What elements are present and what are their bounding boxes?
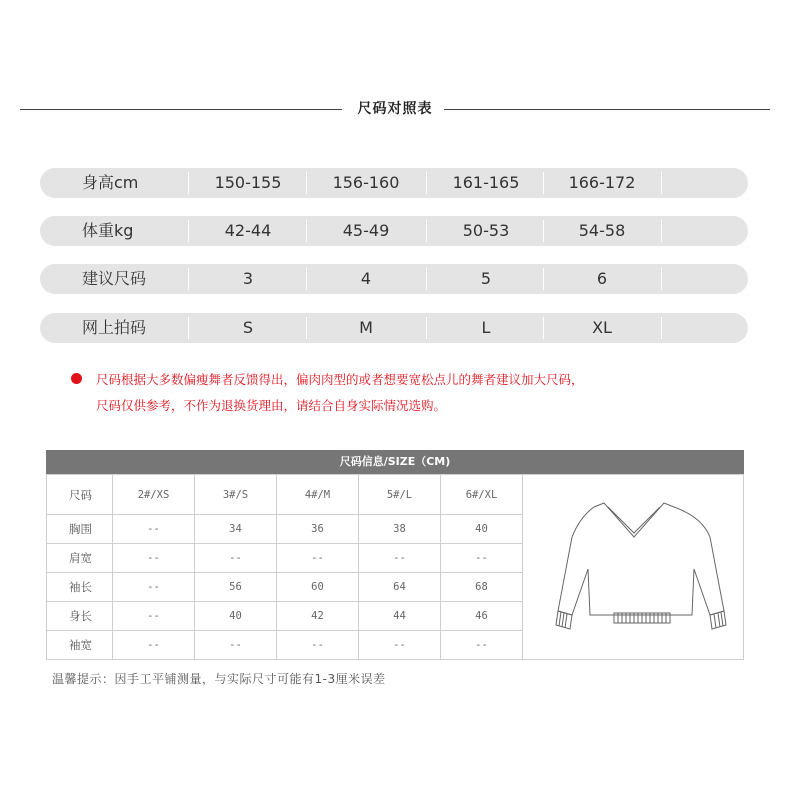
table-cell: 38 (359, 515, 441, 544)
table-cell: -- (359, 544, 441, 573)
cell-value: 45-49 (342, 221, 390, 240)
row-label: 网上拍码 (82, 318, 147, 337)
table-cell: -- (113, 515, 195, 544)
cell-value: 6 (596, 269, 608, 288)
recommended-size-row (40, 264, 748, 294)
table-cell: -- (195, 544, 277, 573)
note-line-2: 尺码仅供参考，不作为退换货理由，请结合自身实际情况选购。 (96, 398, 447, 413)
cell-value: M (359, 318, 373, 337)
cell-value: 50-53 (462, 221, 510, 240)
table-cell: -- (195, 631, 277, 660)
garment-illustration-cell (523, 475, 744, 660)
row-label: 体重kg (82, 221, 134, 240)
sweater-outline-icon (524, 477, 742, 655)
cell-value: 42-44 (224, 221, 272, 240)
column-header: 6#/XL (441, 475, 523, 515)
cell-value: 3 (242, 269, 254, 288)
table-cell: -- (359, 631, 441, 660)
cell-value: L (481, 318, 491, 337)
table-cell: 40 (441, 515, 523, 544)
column-header: 5#/L (359, 475, 441, 515)
table-cell: 34 (195, 515, 277, 544)
table-cell: 56 (195, 573, 277, 602)
row-label: 身高cm (82, 173, 139, 192)
cell-value: 161-165 (452, 173, 520, 192)
cell-value: 54-58 (578, 221, 626, 240)
size-info-table (46, 474, 744, 660)
table-cell: 68 (441, 573, 523, 602)
cell-value: 5 (480, 269, 492, 288)
table-cell: 40 (195, 602, 277, 631)
size-chart-title: 尺码对照表 (357, 101, 433, 117)
cell-value: S (242, 318, 254, 337)
row-header: 肩宽 (47, 544, 113, 573)
size-info-header: 尺码信息/SIZE（CM) (46, 450, 744, 474)
table-cell: 42 (277, 602, 359, 631)
size-chart-title-bar (20, 96, 770, 120)
cell-value: 166-172 (568, 173, 636, 192)
row-header: 身长 (47, 602, 113, 631)
note-line-1: 尺码根据大多数偏瘦舞者反馈得出，偏肉肉型的或者想要宽松点儿的舞者建议加大尺码， (96, 372, 584, 387)
weight-row (40, 216, 748, 246)
column-header: 4#/M (277, 475, 359, 515)
row-label: 建议尺码 (82, 269, 147, 288)
cell-value: 150-155 (214, 173, 282, 192)
table-cell: -- (113, 573, 195, 602)
online-size-row (40, 313, 748, 343)
column-header: 3#/S (195, 475, 277, 515)
title-divider-left (20, 109, 342, 110)
table-cell: -- (441, 631, 523, 660)
table-cell: -- (113, 631, 195, 660)
cell-value: XL (592, 318, 612, 337)
measurement-tip: 温馨提示：因手工平铺测量，与实际尺寸可能有1-3厘米误差 (52, 672, 386, 686)
cell-value: 156-160 (332, 173, 400, 192)
column-header: 2#/XS (113, 475, 195, 515)
table-cell: -- (441, 544, 523, 573)
table-header-row (47, 475, 744, 515)
row-header: 袖宽 (47, 631, 113, 660)
table-cell: -- (277, 631, 359, 660)
table-cell: 64 (359, 573, 441, 602)
table-cell: -- (277, 544, 359, 573)
table-cell: 60 (277, 573, 359, 602)
height-row (40, 168, 748, 198)
row-header: 袖长 (47, 573, 113, 602)
table-cell: 46 (441, 602, 523, 631)
table-cell: -- (113, 544, 195, 573)
table-cell: -- (113, 602, 195, 631)
cell-value: 4 (360, 269, 372, 288)
column-header: 尺码 (47, 475, 113, 515)
note-bullet-icon (71, 373, 82, 384)
table-cell: 36 (277, 515, 359, 544)
title-divider-right (444, 109, 770, 110)
row-header: 胸围 (47, 515, 113, 544)
table-cell: 44 (359, 602, 441, 631)
